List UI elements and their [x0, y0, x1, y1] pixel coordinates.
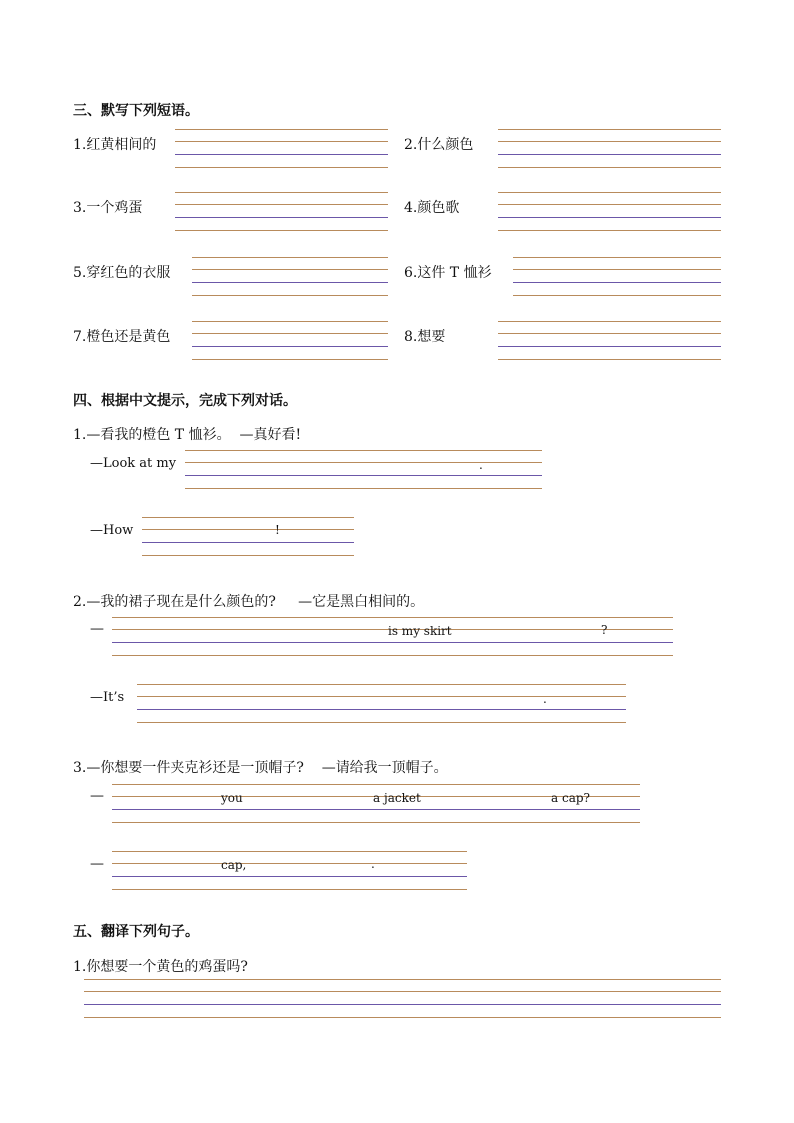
dialog-2-line-2-end: . [543, 692, 547, 706]
phrase-1-writing-lines[interactable] [175, 129, 388, 169]
dialog-1-line-1-writing-lines[interactable] [185, 450, 542, 490]
phrase-6-label: 6.这件 T 恤衫 [404, 265, 492, 281]
phrase-1-label: 1.红黄相间的 [73, 137, 157, 153]
phrase-4-label: 4.颜色歌 [404, 200, 460, 216]
phrase-6-writing-lines[interactable] [513, 257, 721, 297]
dialog-2-prompt-a: 2.—我的裙子现在是什么颜色的? [73, 594, 276, 610]
dialog-3-line-2-end: . [371, 857, 375, 871]
phrase-3-writing-lines[interactable] [175, 192, 388, 232]
phrase-8-writing-lines[interactable] [498, 321, 721, 361]
phrase-7-label: 7.橙色还是黄色 [73, 329, 171, 345]
dialog-3-prompt [73, 757, 448, 777]
dialog-1-line-2-end: ! [275, 523, 280, 537]
dialog-2-mid-text: is my skirt [388, 624, 452, 638]
dialog-1-line-2-writing-lines[interactable] [142, 517, 354, 557]
dialog-3-word-a-jacket: a jacket [373, 791, 421, 805]
section-5-title: 五、翻译下列句子。 [73, 924, 199, 940]
phrase-5-writing-lines[interactable] [192, 257, 388, 297]
dialog-2-line-1-writing-lines[interactable] [112, 617, 673, 657]
phrase-7-writing-lines[interactable] [192, 321, 388, 361]
dialog-2-line-2-lead: —It’s [90, 690, 125, 705]
dialog-3-prompt-a: 3.—你想要一件夹克衫还是一顶帽子? [73, 760, 304, 776]
phrase-4-writing-lines[interactable] [498, 192, 721, 232]
translate-1-prompt: 1.你想要一个黄色的鸡蛋吗? [73, 959, 248, 975]
dialog-1-prompt [73, 424, 301, 444]
phrase-8-label: 8.想要 [404, 329, 446, 345]
dialog-3-line-2-dash: — [90, 856, 104, 872]
dialog-3-line-1-writing-lines[interactable] [112, 784, 640, 824]
phrase-5-label: 5.穿红色的衣服 [73, 265, 171, 281]
dialog-1-prompt-a: 1.—看我的橙色 T 恤衫。 [73, 427, 231, 443]
dialog-3-word-you: you [221, 791, 243, 805]
translate-1-writing-lines[interactable] [84, 979, 721, 1019]
phrase-2-label: 2.什么颜色 [404, 137, 474, 153]
dialog-3-word-a-cap: a cap? [551, 791, 590, 805]
dialog-1-line-1-lead: —Look at my [90, 456, 177, 471]
dialog-2-prompt-b: —它是黑白相间的。 [298, 594, 425, 610]
dialog-1-line-2-lead: —How [90, 523, 134, 538]
dialog-3-line-1-dash: — [90, 788, 104, 804]
dialog-2-prompt [73, 591, 424, 611]
dialog-2-question-mark: ? [601, 623, 608, 637]
dialog-2-line-2-writing-lines[interactable] [137, 684, 626, 724]
dialog-3-line-2-writing-lines[interactable] [112, 851, 467, 891]
phrase-2-writing-lines[interactable] [498, 129, 721, 169]
dialog-3-prompt-b: —请给我一顶帽子。 [321, 760, 448, 776]
phrase-3-label: 3.一个鸡蛋 [73, 200, 143, 216]
dialog-2-line-1-dash: — [90, 621, 104, 637]
dialog-3-word-cap: cap, [221, 858, 247, 872]
section-3-title: 三、默写下列短语。 [73, 103, 199, 119]
dialog-1-prompt-b: —真好看! [239, 427, 302, 443]
section-4-title: 四、根据中文提示，完成下列对话。 [73, 393, 297, 409]
dialog-1-line-1-end: . [479, 458, 483, 472]
